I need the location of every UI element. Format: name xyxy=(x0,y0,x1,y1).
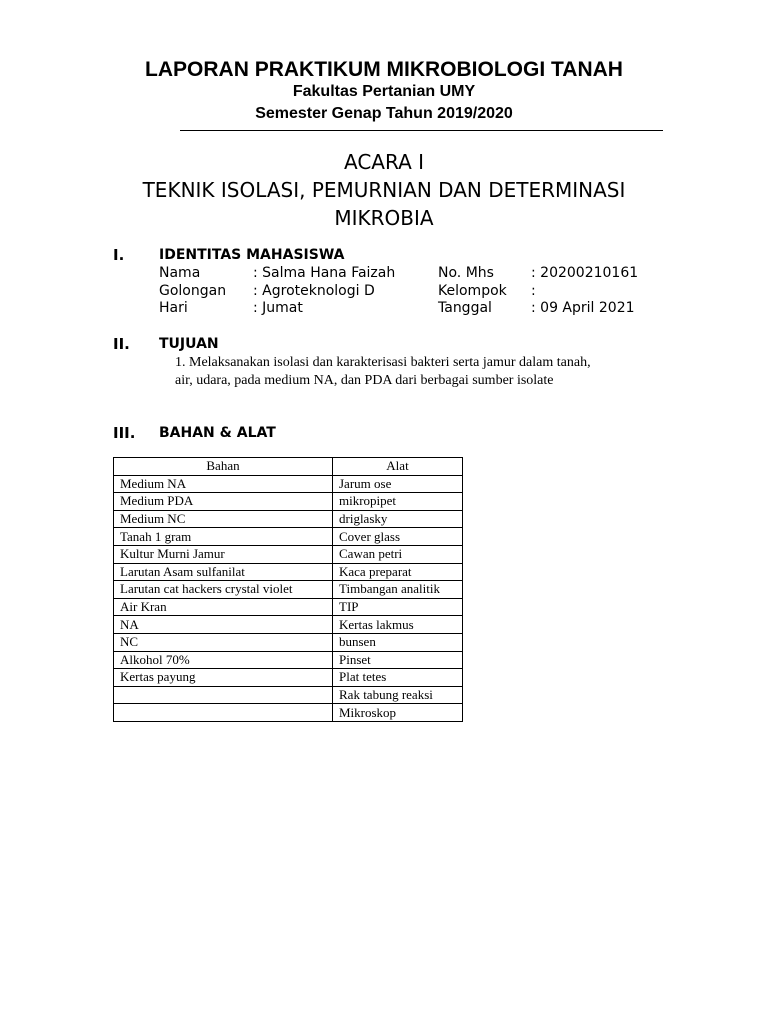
hari-label: Hari xyxy=(159,300,188,316)
table-row xyxy=(114,493,463,511)
table-row xyxy=(114,563,463,581)
table-row xyxy=(114,510,463,528)
alat-cell: TIP xyxy=(333,598,463,616)
bahan-cell: Kultur Murni Jamur xyxy=(114,545,333,563)
table-row xyxy=(114,633,463,651)
alat-cell: Cover glass xyxy=(333,528,463,546)
alat-cell: Jarum ose xyxy=(333,475,463,493)
semester-line: Semester Genap Tahun 2019/2020 xyxy=(255,105,513,122)
bahan-cell: Larutan Asam sulfanilat xyxy=(114,563,333,581)
section-2-title: TUJUAN xyxy=(159,336,219,352)
table-row xyxy=(114,475,463,493)
report-title: LAPORAN PRAKTIKUM MIKROBIOLOGI TANAH xyxy=(145,58,623,81)
faculty-name: Fakultas Pertanian UMY xyxy=(292,83,476,100)
header-alat: Alat xyxy=(333,458,463,476)
bahan-cell: Alkohol 70% xyxy=(114,651,333,669)
bahan-cell: Tanah 1 gram xyxy=(114,528,333,546)
acara-number: ACARA I xyxy=(344,150,424,174)
golongan-value: : Agroteknologi D xyxy=(253,283,375,299)
kelompok-value: : xyxy=(531,283,536,299)
alat-cell: Rak tabung reaksi xyxy=(333,686,463,704)
table-row xyxy=(114,616,463,634)
bahan-cell: Medium PDA xyxy=(114,493,333,511)
table-row xyxy=(114,545,463,563)
tanggal-value: : 09 April 2021 xyxy=(531,300,635,316)
hari-value: : Jumat xyxy=(253,300,303,316)
tujuan-item-line2: air, udara, pada medium NA, dan PDA dari berbagai sumber isolate xyxy=(175,373,554,388)
section-3-number: III. xyxy=(113,424,136,442)
nomhs-label: No. Mhs xyxy=(438,265,494,281)
bahan-cell: Air Kran xyxy=(114,598,333,616)
alat-cell: bunsen xyxy=(333,633,463,651)
nomhs-value: : 20200210161 xyxy=(531,265,639,281)
alat-cell: driglasky xyxy=(333,510,463,528)
nama-label: Nama xyxy=(159,265,201,281)
alat-cell: Kertas lakmus xyxy=(333,616,463,634)
alat-cell: Mikroskop xyxy=(333,704,463,722)
bahan-cell xyxy=(114,704,333,722)
bahan-cell: NC xyxy=(114,633,333,651)
alat-cell: Cawan petri xyxy=(333,545,463,563)
table-row xyxy=(114,581,463,599)
bahan-cell: NA xyxy=(114,616,333,634)
section-1-number: I. xyxy=(113,246,125,264)
table-row xyxy=(114,651,463,669)
acara-title-line2: MIKROBIA xyxy=(334,206,434,230)
bahan-cell: Medium NC xyxy=(114,510,333,528)
tanggal-label: Tanggal xyxy=(438,300,492,316)
table-header-row xyxy=(114,458,463,476)
header-divider xyxy=(180,130,663,131)
section-1-title: IDENTITAS MAHASISWA xyxy=(159,247,345,263)
header-bahan: Bahan xyxy=(114,458,333,476)
acara-title-line1: TEKNIK ISOLASI, PEMURNIAN DAN DETERMINASI xyxy=(142,178,626,202)
kelompok-label: Kelompok xyxy=(438,283,507,299)
bahan-cell: Medium NA xyxy=(114,475,333,493)
table-row xyxy=(114,704,463,722)
tujuan-item-line1: 1. Melaksanakan isolasi dan karakterisasi bakteri serta jamur dalam tanah, xyxy=(175,355,591,370)
alat-cell: Plat tetes xyxy=(333,669,463,687)
table-row xyxy=(114,528,463,546)
section-3-title: BAHAN & ALAT xyxy=(159,425,276,441)
table-row xyxy=(114,598,463,616)
alat-cell: mikropipet xyxy=(333,493,463,511)
nama-value: : Salma Hana Faizah xyxy=(253,265,396,281)
table-row xyxy=(114,669,463,687)
section-2-number: II. xyxy=(113,335,130,353)
alat-cell: Timbangan analitik xyxy=(333,581,463,599)
table-row xyxy=(114,686,463,704)
bahan-cell xyxy=(114,686,333,704)
golongan-label: Golongan xyxy=(159,283,227,299)
alat-cell: Pinset xyxy=(333,651,463,669)
bahan-cell: Larutan cat hackers crystal violet xyxy=(114,581,333,599)
bahan-alat-table xyxy=(113,457,463,722)
alat-cell: Kaca preparat xyxy=(333,563,463,581)
bahan-cell: Kertas payung xyxy=(114,669,333,687)
